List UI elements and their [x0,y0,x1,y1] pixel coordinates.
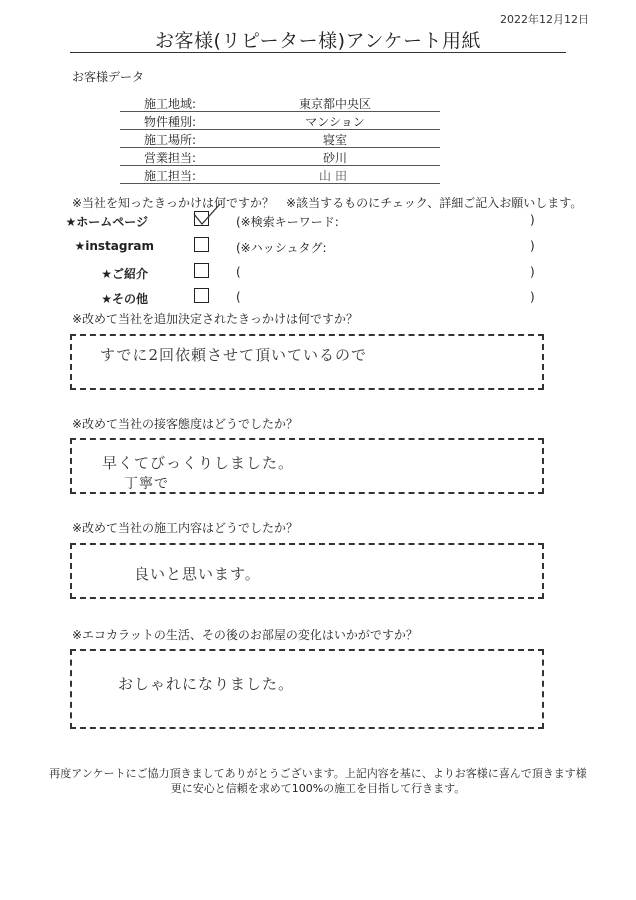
answer-text: 良いと思います。 [134,565,261,583]
option-detail-referral: ( [236,265,241,279]
checkbox-other[interactable] [194,288,209,303]
info-row-property-type [120,111,440,130]
question-service-attitude: ※改めて当社の接客態度はどうでしたか？ [72,417,299,431]
info-label: 施工地域: [144,97,197,111]
info-label: 施工場所: [144,133,197,147]
option-label-instagram: ★instagram [74,239,154,253]
answer-box-reason-reorder[interactable] [70,334,544,390]
answer-box-work-quality[interactable] [70,543,544,599]
info-label: 物件種別: [144,115,197,129]
answer-text-line2: 丁寧で [124,476,169,492]
close-paren: ) [530,213,535,227]
info-value: マンション [305,115,365,129]
option-label-other: ★その他 [101,292,148,306]
checkbox-referral[interactable] [194,263,209,278]
close-paren: ) [530,239,535,253]
page-title: お客様(リピーター様)アンケート用紙 [155,30,481,52]
customer-data-heading: お客様データ [72,70,145,84]
answer-box-room-change[interactable] [70,649,544,729]
info-row-sales-rep [120,147,440,166]
checkbox-homepage[interactable] [194,211,209,226]
info-row-area [120,93,440,112]
info-row-installer [120,165,440,184]
answer-box-service-attitude[interactable] [70,438,544,494]
question-work-quality: ※改めて当社の施工内容はどうでしたか？ [72,521,299,535]
closing-line-1: 再度アンケートにご協力頂きましてありがとうございます。上記内容を基に、よりお客様に喜んで頂きます様 [49,767,587,780]
title-underline [70,52,566,53]
option-detail-homepage: (※検索キーワード: [236,215,339,229]
info-value: 東京都中央区 [298,97,371,111]
option-detail-other: ( [236,290,241,304]
checkbox-instagram[interactable] [194,237,209,252]
info-value: 砂川 [322,151,347,165]
how-found-question: ※当社を知ったきっかけは何ですか？ ※該当するものにチェック、詳細ご記入お願いします。 [72,196,583,210]
question-reason-reorder: ※改めて当社を追加決定されたきっかけは何ですか？ [72,312,359,326]
survey-date: 2022年12月12日 [500,13,589,26]
info-label: 営業担当: [144,151,197,165]
question-room-change: ※エコカラットの生活、その後のお部屋の変化はいかがですか？ [72,628,418,642]
info-value: 寝室 [322,133,347,147]
check-mark-icon [192,202,226,226]
info-row-location [120,129,440,148]
answer-text: 早くてびっくりしました。 [102,454,295,472]
close-paren: ) [530,290,535,304]
answer-text: すでに2回依頼させて頂いているので [100,346,367,364]
option-label-referral: ★ご紹介 [101,267,148,281]
closing-message [0,766,636,796]
option-label-homepage: ★ホームページ [65,215,148,229]
close-paren: ) [530,265,535,279]
closing-line-2: 更に安心と信頼を求めて100%の施工を目指して行きます。 [170,782,466,795]
info-value: 山田 [318,169,351,183]
option-detail-instagram: (※ハッシュタグ: [236,241,327,255]
info-label: 施工担当: [144,169,197,183]
answer-text: おしゃれになりました。 [118,675,295,693]
